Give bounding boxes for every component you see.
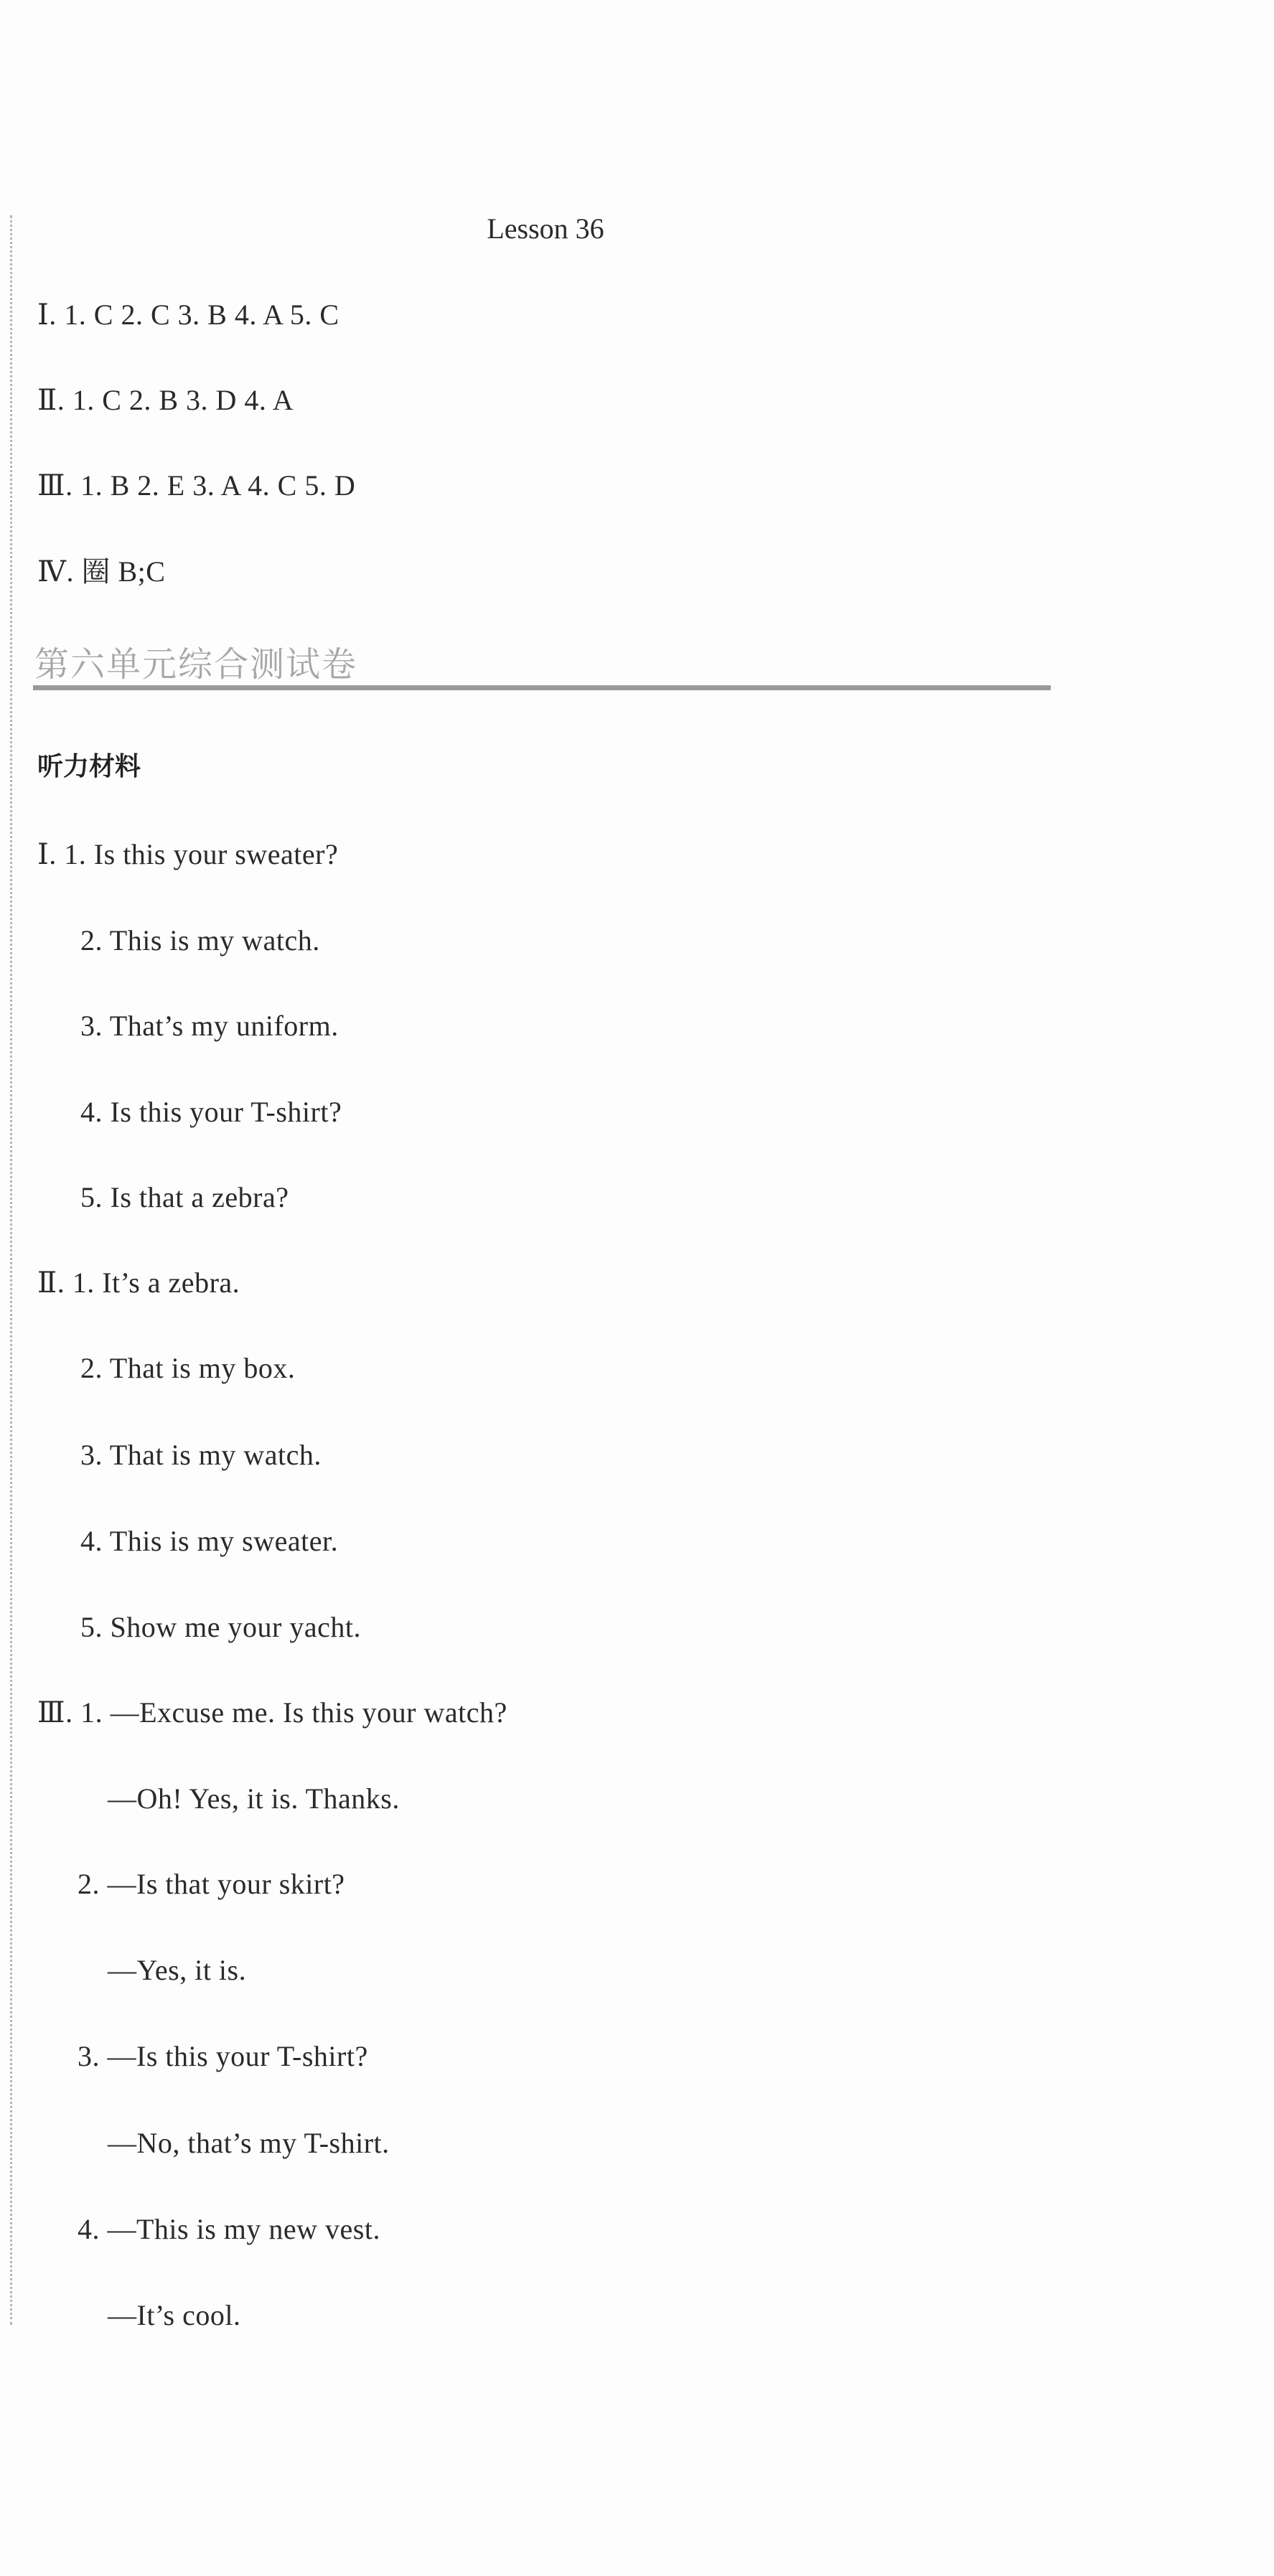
listening-item: 2. This is my watch. — [80, 924, 320, 956]
listening-item: 5. Show me your yacht. — [80, 1611, 361, 1643]
listening-item: —Oh! Yes, it is. Thanks. — [108, 1782, 400, 1815]
listening-item: Ⅰ. 1. Is this your sweater? — [37, 838, 339, 870]
listening-item: 3. That is my watch. — [80, 1439, 322, 1471]
listening-item: 2. That is my box. — [80, 1352, 296, 1384]
listening-item: —No, that’s my T-shirt. — [108, 2127, 390, 2159]
answer-line-2: Ⅱ. 1. C 2. B 3. D 4. A — [37, 384, 294, 416]
listening-item: Ⅱ. 1. It’s a zebra. — [37, 1266, 240, 1299]
listening-item: 3. That’s my uniform. — [80, 1010, 339, 1042]
listening-item: 4. This is my sweater. — [80, 1525, 339, 1557]
listening-item: —It’s cool. — [108, 2299, 241, 2331]
answer-line-1: Ⅰ. 1. C 2. C 3. B 4. A 5. C — [37, 299, 339, 331]
listening-item: —Yes, it is. — [108, 1954, 247, 1986]
answer-line-3: Ⅲ. 1. B 2. E 3. A 4. C 5. D — [37, 469, 356, 502]
listening-heading: 听力材料 — [37, 752, 141, 781]
section-divider — [33, 685, 1051, 690]
section-title: 第六单元综合测试卷 — [34, 644, 358, 685]
listening-item: 5. Is that a zebra? — [80, 1181, 289, 1213]
listening-item: 2. —Is that your skirt? — [78, 1868, 345, 1900]
listening-item: 4. —This is my new vest. — [78, 2213, 380, 2245]
listening-item: Ⅲ. 1. —Excuse me. Is this your watch? — [37, 1696, 507, 1729]
listening-item: 3. —Is this your T-shirt? — [78, 2040, 368, 2072]
answer-line-4: Ⅳ. 圈 B;C — [37, 555, 166, 588]
listening-item: 4. Is this your T-shirt? — [80, 1096, 342, 1128]
lesson-title: Lesson 36 — [487, 212, 604, 245]
margin-dotted-line — [10, 215, 12, 2325]
